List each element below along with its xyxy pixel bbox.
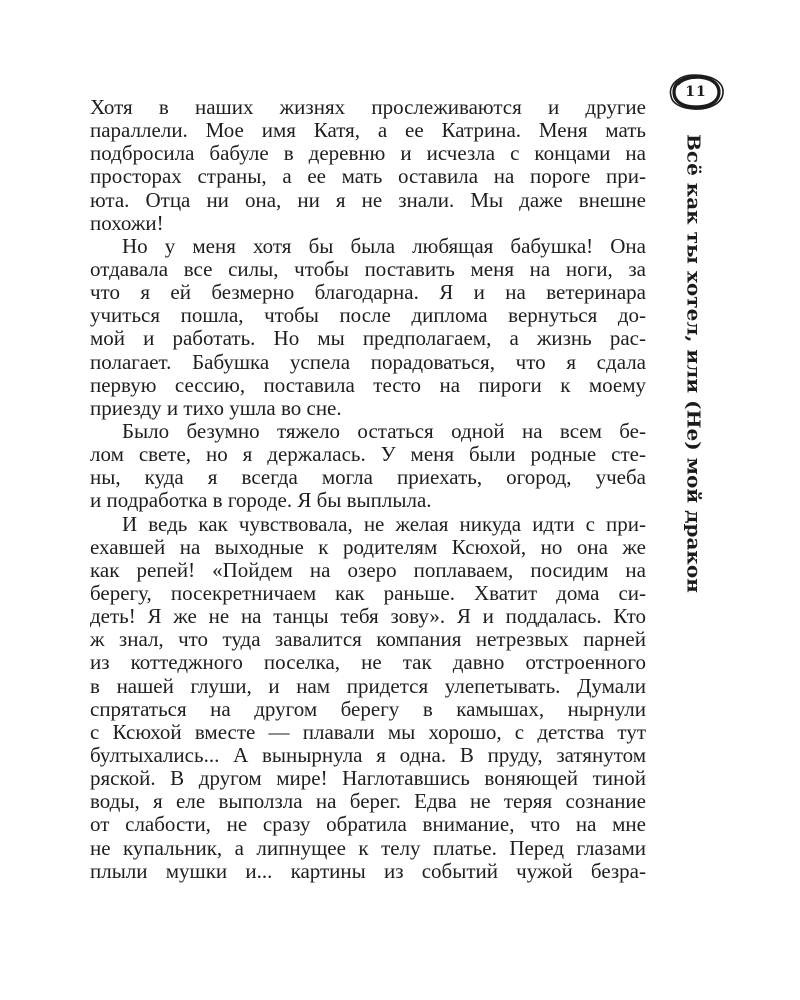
text-line: мой и работать. Но мы предполагаем, а жизнь рас- xyxy=(90,326,646,351)
text-line: лом свете, но я держалась. У меня были родные сте- xyxy=(90,442,646,467)
text-line: берегу, посекретничаем как раньше. Хватит дома си- xyxy=(90,580,646,605)
text-line: юта. Отца ни она, ни я не знали. Мы даже внешне xyxy=(90,187,646,212)
text-line: в нашей глуши, и нам придется улепетывать. Думали xyxy=(90,673,646,698)
text-line: Было безумно тяжело остаться одной на всем бе- xyxy=(122,418,646,443)
text-line: подбросила бабуле в деревню и исчезла с концами на xyxy=(90,141,646,166)
text-line: что я ей безмерно благодарна. Я и на ветеринара xyxy=(90,280,646,305)
text-line: от слабости, не сразу обратила внимание, что на мне xyxy=(90,812,646,837)
text-line: плыли мушки и... картины из событий чужой безра- xyxy=(90,858,646,883)
text-line: ны, куда я всегда могла приехать, огород, учеба xyxy=(90,465,646,490)
text-line: спрятаться на другом берегу в камышах, нырнули xyxy=(90,696,646,721)
text-line: как репей! «Пойдем на озеро поплаваем, посидим на xyxy=(90,557,646,582)
text-line: и подработка в городе. Я бы выплыла. xyxy=(90,488,432,513)
text-line: ехавшей на выходные к родителям Ксюхой, но она же xyxy=(90,534,646,559)
text-line: ряской. В другом мире! Наглотавшись воняющей тиной xyxy=(90,766,646,791)
text-line: не купальник, а липнущее к телу платье. Перед глазами xyxy=(90,835,646,860)
page-number: 11 xyxy=(685,84,707,100)
text-line: первую сессию, поставила тесто на пироги к моему xyxy=(90,372,646,397)
text-line: приезду и тихо ушла во сне. xyxy=(90,395,342,420)
text-line: полагает. Бабушка успела порадоваться, что я сдала xyxy=(90,349,646,374)
text-line: с Ксюхой вместе — плавали мы хорошо, с детства тут xyxy=(90,719,646,744)
text-line: Хотя в наших жизнях прослеживаются и другие xyxy=(90,95,646,119)
text-line: из коттеджного поселка, не так давно отстроенного xyxy=(90,650,646,675)
page-number-badge xyxy=(666,72,726,112)
text-line: Но у меня хотя бы была любящая бабушка! Она xyxy=(122,233,646,258)
body-text xyxy=(90,96,646,883)
text-line: отдавала все силы, чтобы поставить меня на ноги, за xyxy=(90,256,646,281)
text-line: воды, я еле выползла на берег. Едва не теряя сознание xyxy=(90,789,646,814)
running-title: Всё как ты хотел, или (Не) мой дракон xyxy=(683,134,705,593)
text-line: бултыхались... А вынырнула я одна. В пруду, затянутом xyxy=(90,742,646,767)
text-line: учиться пошла, чтобы после диплома вернуться до- xyxy=(90,303,646,328)
text-line: просторах страны, а ее мать оставила на пороге при- xyxy=(90,164,646,189)
text-line: похожи! xyxy=(90,210,164,235)
text-line: деть! Я же не на танцы тебя зову». Я и поддалась. Кто xyxy=(90,604,646,629)
text-line: ж знал, что туда завалится компания нетрезвых парней xyxy=(90,627,646,652)
text-line: параллели. Мое имя Катя, а ее Катрина. Меня мать xyxy=(90,118,646,143)
text-line: И ведь как чувствовала, не желая никуда идти с при- xyxy=(122,511,646,536)
